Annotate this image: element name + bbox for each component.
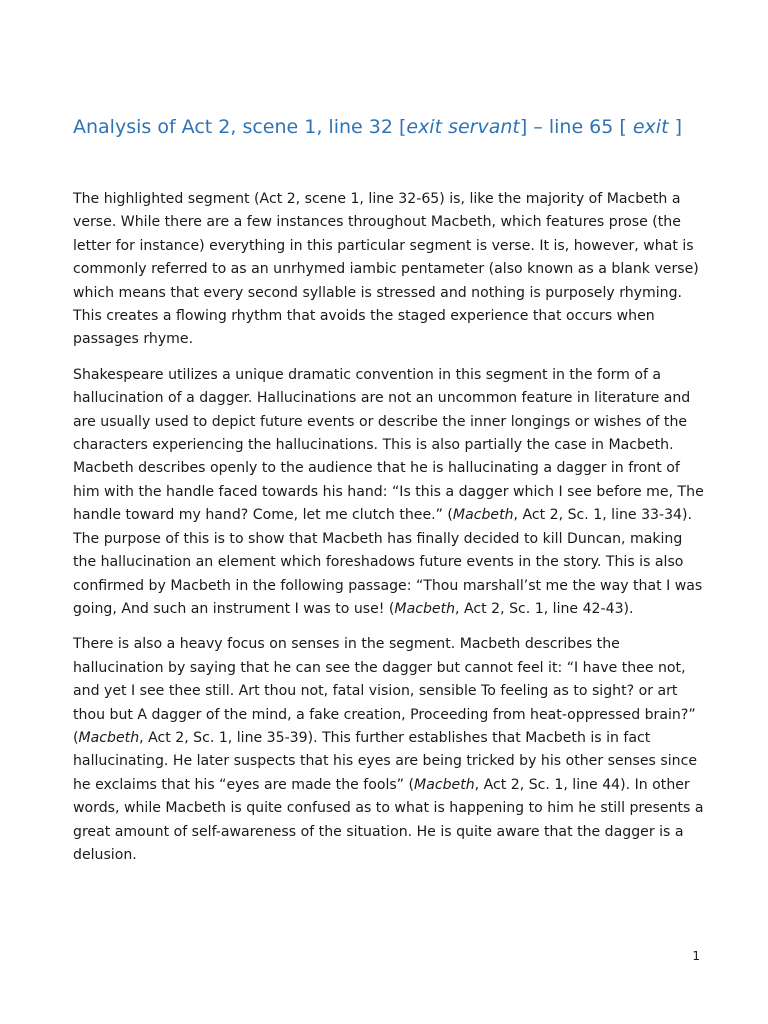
heading-stage-direction: exit servant — [406, 116, 520, 138]
paragraph-text: , Act 2, Sc. 1, line 42-43). — [455, 600, 634, 617]
paragraph-text: There is also a heavy focus on senses in the segment. Macbeth describes the hallucination by saying that he can see the dagger but cannot feel it: “I have thee not, and yet I see thee still. Art thou not, fatal vision, sensible To feeling as to sight? or art thou but A dagger of the mind, a fake creation, Proceeding from heat-oppressed brain?” ( — [73, 636, 696, 746]
paragraph-text: , Act 2, Sc. 1, line 33-34). The purpose of this is to show that Macbeth has finally decided to kill Duncan, making the hallucination an element which foreshadows future events in the story. This is also confirmed by Macbeth in the following passage: “Thou marshall’st me the way that I was going, And such an instrument I was to use! ( — [73, 507, 703, 617]
paragraph-text: Shakespeare utilizes a unique dramatic convention in this segment in the form of a hallucination of a dagger. Hallucinations are not an uncommon feature in literature and are usually used to depict future events or describe the inner longings or wishes of the characters experiencing the hallucinations. This is also partially the case in Macbeth. Macbeth describes openly to the audience that he is hallucinating a dagger in front of him with the handle faced towards his hand: “Is this a dagger which I see before me, The handle toward my hand? Come, let me clutch thee.” ( — [73, 366, 704, 524]
paragraph-text: The highlighted segment (Act 2, scene 1, line 32-65) is, like the majority of Macbeth a verse. While there are a few instances throughout Macbeth, which features prose (the letter for instance) everything in this particular segment is verse. It is, however, what is commonly referred to as an unrhymed iambic pentameter (also known as a blank verse) which means that every second syllable is stressed and nothing is purposely rhyming. This creates a flowing rhythm that avoids the staged experience that occurs when passages rhyme. — [73, 191, 699, 348]
citation-title: Macbeth — [78, 729, 140, 746]
paragraph-text: , Act 2, Sc. 1, line 44). In other words, while Macbeth is quite confused as to what is happening to him he still presents a great amount of self-awareness of the situation. He is quite aware that the dagger is a delusion. — [73, 776, 704, 863]
heading-text: Analysis of Act 2, scene 1, line 32 [ — [73, 116, 407, 138]
citation-title: Macbeth — [414, 776, 475, 793]
body-text — [73, 188, 705, 879]
heading-stage-direction: exit — [632, 116, 669, 138]
citation-title: Macbeth — [394, 600, 456, 617]
heading-text: ] – line 65 [ — [519, 116, 633, 138]
heading-text: ] — [668, 116, 682, 138]
page-heading — [73, 114, 703, 141]
paragraph-text: , Act 2, Sc. 1, line 35-39). This further establishes that Macbeth is in fact hallucinating. He later suspects that his eyes are being tricked by his other senses since he exclaims that his “eyes are made the fools” ( — [73, 729, 697, 793]
paragraph-verse-form — [73, 188, 705, 352]
paragraph-dagger-hallucination — [73, 364, 705, 621]
page-number: 1 — [692, 949, 700, 963]
paragraph-senses — [73, 633, 705, 867]
citation-title: Macbeth — [452, 507, 514, 524]
